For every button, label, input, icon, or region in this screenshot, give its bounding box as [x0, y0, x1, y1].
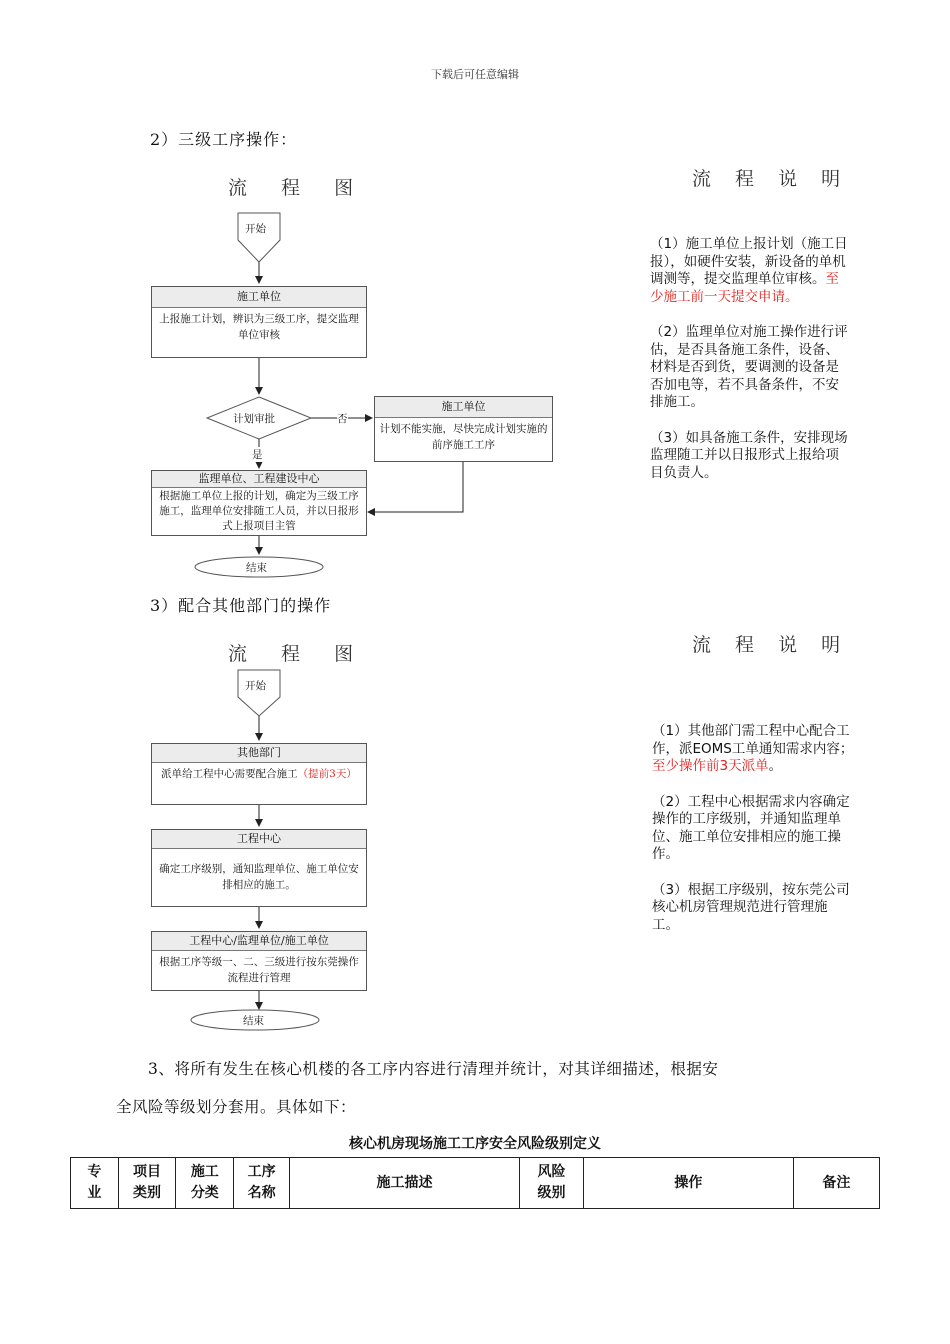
flow-box-eng-center	[151, 829, 367, 907]
desc-title: 流 程 说 明	[692, 634, 850, 656]
flow-box-other-dept	[151, 743, 367, 805]
box-body: 根据工序等级一、二、三级进行按东莞操作流程进行管理	[159, 956, 359, 984]
decision-label: 计划审批	[233, 413, 275, 425]
flow-description	[652, 723, 854, 952]
end-label: 结束	[243, 1015, 264, 1027]
header-cell: 专 业	[71, 1158, 119, 1209]
flow-box-contractor	[151, 286, 367, 358]
desc-item: （1）施工单位上报计划（施工日报），如硬件安装，新设备的单机调测等，提交监理单位审核。至少施工前一天提交申请。	[650, 236, 848, 305]
desc-title: 流 程 说 明	[692, 168, 850, 190]
flow-box-supervisor	[151, 470, 367, 536]
box-title: 监理单位、工程建设中心	[152, 471, 366, 488]
risk-table	[70, 1157, 880, 1209]
header-cell: 备注	[793, 1158, 879, 1209]
no-label: 否	[337, 413, 348, 425]
page-header: 下载后可任意编辑	[431, 68, 519, 81]
box-body: 根据施工单位上报的计划，确定为三级工序施工，监理单位安排随工人员，并以日报形式上报项目主管	[159, 490, 359, 532]
end-label: 结束	[246, 562, 267, 574]
desc-item: （3）如具备施工条件，安排现场监理随工并以日报形式上报给项目负责人。	[650, 429, 848, 481]
box-title: 其他部门	[152, 744, 366, 763]
flow-title: 流 程 图	[228, 177, 368, 199]
desc-item: （2）工程中心根据需求内容确定操作的工序级别，并通知监理单位、施工单位安排相应的施工操作。	[652, 793, 850, 862]
flow-box-joint	[151, 931, 367, 991]
box-title: 施工单位	[375, 397, 552, 418]
body-paragraph-line2: 全风险等级划分套用。具体如下：	[116, 1098, 357, 1116]
yes-label: 是	[252, 449, 263, 461]
box-title: 工程中心/监理单位/施工单位	[152, 932, 366, 951]
box-title: 工程中心	[152, 830, 366, 849]
header-cell: 操作	[583, 1158, 793, 1209]
flow-box-side	[374, 396, 553, 462]
table-caption: 核心机房现场施工工序安全风险级别定义	[349, 1136, 601, 1152]
section-heading: 3）配合其他部门的操作	[150, 596, 332, 615]
start-label: 开始	[245, 223, 266, 235]
header-cell: 项目 类别	[118, 1158, 176, 1209]
start-label: 开始	[245, 680, 266, 692]
box-body: 确定工序级别，通知监理单位、施工单位安排相应的施工。	[159, 863, 359, 891]
desc-item: （2）监理单位对施工操作进行评估，是否具备施工条件，设备、材料是否到货，要调测的设备是否加电等，若不具备条件，不安排施工。	[650, 324, 848, 410]
section-heading: 2）三级工序操作：	[150, 130, 298, 149]
box-title: 施工单位	[152, 287, 366, 308]
box-body: 计划不能实施，尽快完成计划实施的前序施工工序	[379, 423, 548, 451]
box-body: 派单给工程中心需要配合施工（提前3天）	[161, 768, 357, 780]
header-cell: 工序 名称	[234, 1158, 290, 1209]
box-body: 上报施工计划，辨识为三级工序，提交监理单位审核	[159, 313, 359, 341]
start-shape	[238, 670, 280, 716]
header-cell: 风险 级别	[520, 1158, 584, 1209]
flow-title: 流 程 图	[228, 643, 368, 665]
desc-item: （3）根据工序级别，按东莞公司核心机房管理规范进行管理施工。	[652, 881, 850, 933]
header-cell: 施工 分类	[176, 1158, 234, 1209]
table-header-row	[71, 1158, 880, 1209]
body-paragraph-line1: 3、将所有发生在核心机楼的各工序内容进行清理并统计，对其详细描述，根据安	[148, 1060, 719, 1078]
flow-description	[650, 236, 850, 500]
desc-item: （1）其他部门需工程中心配合工作，派EOMS工单通知需求内容；至少操作前3天派单。	[652, 723, 854, 774]
header-cell: 施工描述	[289, 1158, 519, 1209]
